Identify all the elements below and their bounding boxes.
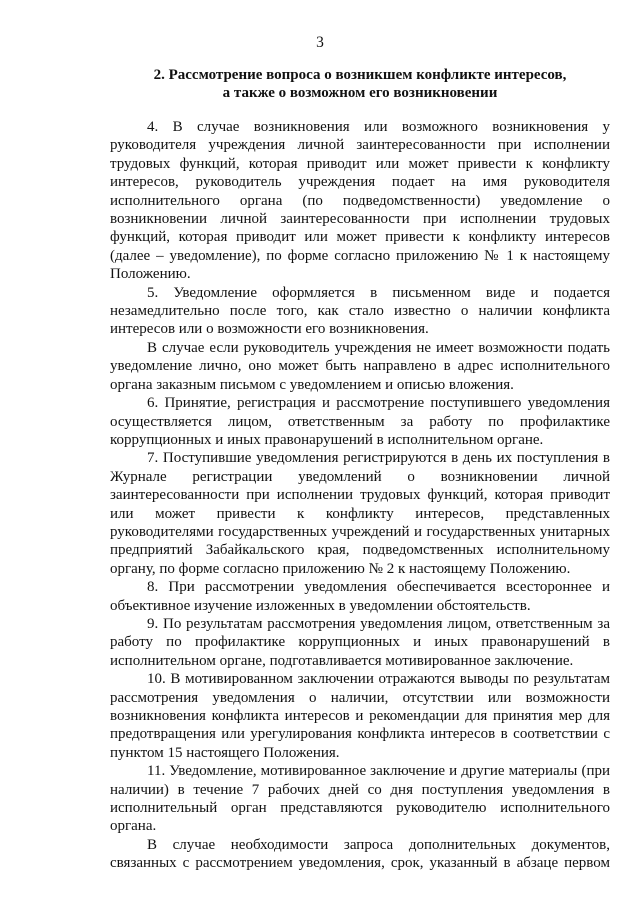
- section-heading: [110, 66, 610, 103]
- paragraph-item-5: 5. Уведомление оформляется в письменном виде и подается незамедлительно после того, как стало известно о наличии конфликта интересов или о возможности его возникновения.: [110, 284, 610, 338]
- paragraph-item-4: 4. В случае возникновения или возможного возникновения у руководителя учреждения личной заинтересованности при исполнении трудовых функций, которая приводит или может привести к конфликту интересов, руководитель учреждения подает на имя руководителя исполнительного органа (по подведомственности) уведомление о возникновении личной заинтересованности при исполнении трудовых функций, которая приводит или может привести к конфликту интересов (далее – уведомление), по форме согласно приложению № 1 к настоящему Положению.: [110, 119, 610, 283]
- paragraph-item-10: 10. В мотивированном заключении отражаются выводы по результатам рассмотрения уведомления о наличии, отсутствии или возможности возникновения конфликта интересов и рекомендации для принятия мер для предотвращения или урегулирования конфликта интересов в соответствии с пунктом 15 настоящего Положения.: [110, 671, 610, 761]
- paragraph-item-5-cont: В случае если руководитель учреждения не имеет возможности подать уведомление лично, оно может быть направлено в адрес исполнительного органа заказным письмом с уведомлением и описью вложения.: [110, 339, 610, 393]
- section-heading-line-1: 2. Рассмотрение вопроса о возникшем конфликте интересов,: [153, 67, 567, 83]
- paragraph-item-9: 9. По результатам рассмотрения уведомления лицом, ответственным за работу по профилактике коррупционных и иных правонарушений в исполнительном органе, подготавливается мотивированное заключение.: [110, 615, 610, 669]
- paragraph-item-7: 7. Поступившие уведомления регистрируются в день их поступления в Журнале регистрации уведомлений о возникновении личной заинтересованности при исполнении трудовых функций, которая приводит или может привести к конфликту интересов, представленных руководителями государственных учреждений и государственных унитарных предприятий Забайкальского края, подведомственных исполнительному органу, по форме согласно приложению № 2 к настоящему Положению.: [110, 450, 610, 577]
- paragraph-item-6: 6. Принятие, регистрация и рассмотрение поступившего уведомления осуществляется лицом, ответственным за работу по профилактике коррупционных и иных правонарушений в исполнительном органе.: [110, 395, 610, 448]
- paragraph-item-11-cont: В случае необходимости запроса дополнительных документов, связанных с рассмотрением уведомления, срок, указанный в абзаце первом: [110, 836, 610, 872]
- paragraph-item-11: 11. Уведомление, мотивированное заключение и другие материалы (при наличии) в течение 7 рабочих дней со дня поступления уведомления в исполнительный орган представляются руководителю исполнительного органа.: [110, 763, 610, 835]
- page-number: 3: [316, 34, 324, 51]
- paragraph-item-8: 8. При рассмотрении уведомления обеспечивается всестороннее и объективное изучение изложенных в уведомлении обстоятельств.: [110, 579, 610, 614]
- section-heading-line-2: а также о возможном его возникновении: [222, 85, 498, 102]
- document-body: [110, 118, 610, 873]
